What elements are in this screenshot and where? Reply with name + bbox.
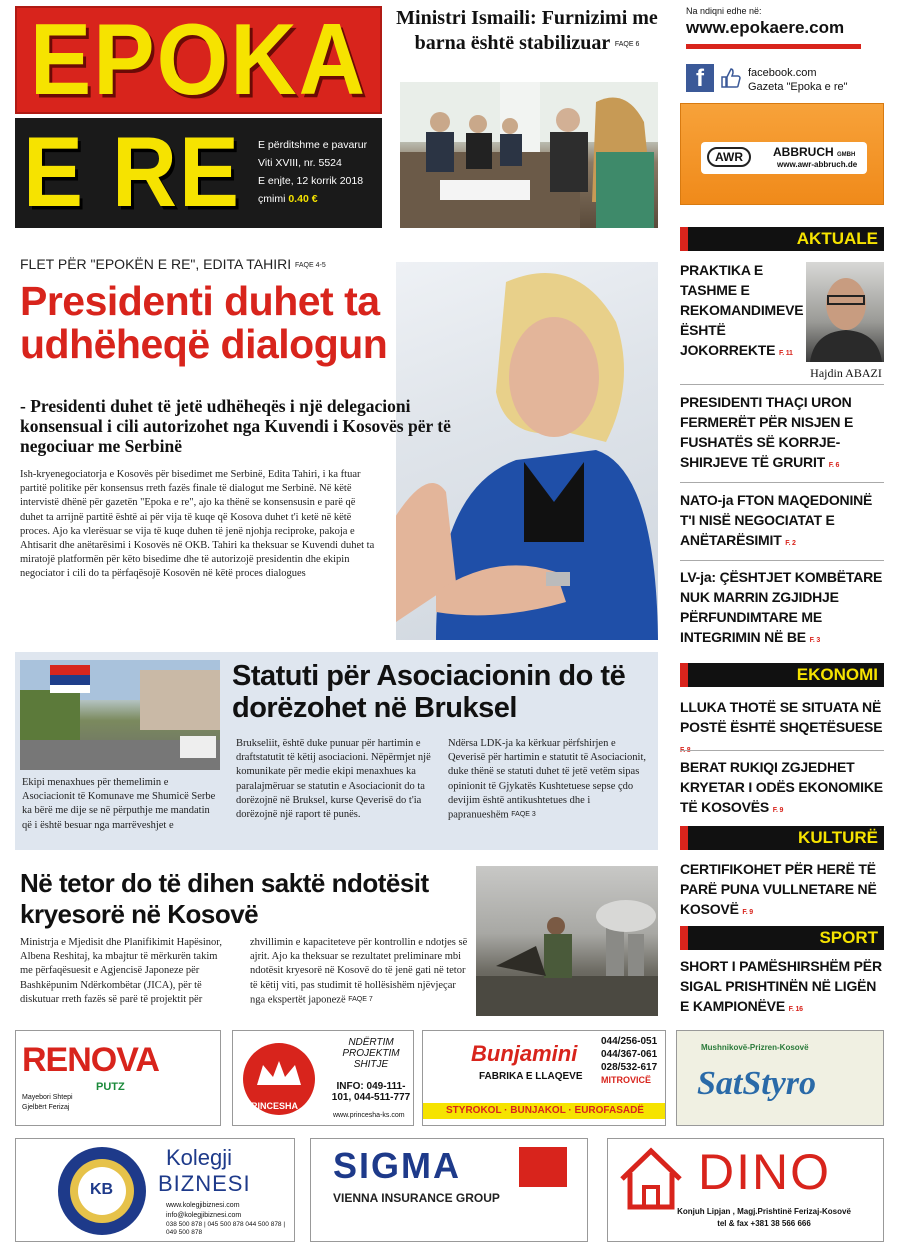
facebook-icon[interactable]: f: [686, 64, 714, 92]
sidebar-story-6[interactable]: [680, 757, 884, 821]
renova-sub: PUTZ: [96, 1081, 125, 1093]
awr-ad-panel: [701, 142, 867, 174]
tagline: E përditshme e pavarur: [258, 139, 368, 151]
princesha-ad[interactable]: [232, 1030, 414, 1126]
kolegji-mail: info@kolegjibiznesi.com: [166, 1212, 242, 1219]
pollution-photo: [476, 866, 658, 1016]
statuti-headline[interactable]: Statuti për Asociacionin do të dorëzohet në Bruksel: [232, 660, 626, 724]
tetor-headline[interactable]: Në tetor do të dihen saktë ndotësit kryesorë në Kosovë: [20, 868, 429, 929]
divider: [680, 384, 884, 385]
street-photo: [20, 660, 220, 770]
sidebar-story-1-text: PRAKTIKA E TASHME E REKOMANDIMEVE ËSHTË JOKORREKTE: [680, 262, 804, 358]
section-aktuale[interactable]: AKTUALE: [680, 227, 884, 251]
price: 0.40 €: [288, 193, 318, 205]
issue-number: Viti XVIII, nr. 5524: [258, 157, 342, 169]
sidebar-story-3[interactable]: [680, 490, 884, 554]
sidebar-story-4[interactable]: [680, 567, 884, 651]
street-illustration: [20, 660, 220, 770]
sidebar-story-4-text: LV-ja: ÇËSHTJET KOMBËTARE NUK MARRIN ZGJIDHJE PËRFUNDIMTARE ME INTEGRIMIN NË BE: [680, 569, 883, 645]
statuti-col1: Brukseliit, është duke punuar për hartimin e draftstatutit të këtij asociacioni. Nëpërmjet një komunikate për medie ekipi menaxhues ka paralajmëruar se statutin e Asociacionit do ta dorëzojnë në Bruksel, kurse Qeverisë do t'ia dorëzojnë një raport të punës.: [236, 738, 431, 821]
bunjamini-ad[interactable]: [422, 1030, 666, 1126]
lead-body: Ish-kryenegociatorja e Kosovës për bisedimet me Serbinë, Edita Tahiri, i ka ftuar partitë politike për konsensus rreth fazës finale të dialogut me Serbinë. Në këtë intervistë dhënë për gazetën "Epoka e re", ajo ka thënë se konsensusin e parë që duhet ta arrijnë partitë është ai për vija të kuqe që Kosova duhet t'i ketë në këtë proces. Ajo ka vlerësuar se vija të kuqe duhen të jenë njohja reciproke, pakoja e Ahtisarit dhe anëtarësimi i Kosovës në OKB. Tahiri ka theksuar se Kuvendi duhet ta miratojë platformën për këto bisedime dhe të autorizojë presidentin dhe ekipin negociator i cili do ta përfaqësojë Kosovën në këtë proces dialogues: [20, 469, 375, 580]
kolegji-ad[interactable]: [15, 1138, 295, 1242]
meeting-illustration: [400, 82, 658, 228]
masthead-top: [15, 3, 382, 116]
sidebar-story-7-page: F. 9: [742, 909, 753, 916]
sidebar-story-3-page: F. 2: [785, 540, 796, 547]
sigma-mark-icon: [519, 1147, 567, 1187]
facebook-text[interactable]: [748, 66, 848, 94]
sidebar-story-6-page: F. 9: [772, 807, 784, 814]
author-name: Hajdin ABAZI: [810, 366, 882, 380]
bunjamini-city: MITROVICË: [601, 1075, 652, 1085]
issue-date: E enjte, 12 korrik 2018: [258, 175, 364, 187]
dino-logo: DINO: [698, 1144, 831, 1200]
sigma-sub: VIENNA INSURANCE GROUP: [333, 1191, 500, 1205]
top-story-title[interactable]: Ministri Ismaili: Furnizimi me barna është stabilizuar: [396, 7, 658, 54]
section-sport[interactable]: SPORT: [680, 926, 884, 950]
renova-ad[interactable]: [15, 1030, 221, 1126]
author-photo: [806, 262, 884, 362]
section-ekonomi[interactable]: EKONOMI: [680, 663, 884, 687]
tetor-col2: [250, 936, 468, 1008]
sidebar-story-1[interactable]: [680, 260, 804, 364]
price-line: [258, 190, 367, 208]
like-icon: [718, 66, 742, 90]
dino-tel: tel & fax +381 38 566 666: [717, 1219, 811, 1228]
masthead-bottom: [15, 118, 382, 228]
sidebar-story-2-text: PRESIDENTI THAÇI URON FERMERËT PËR NISJEN E FUSHATËS SË KORRJE-SHIRJEVE TË GRURIT: [680, 394, 854, 470]
tetor-col1: Ministrja e Mjedisit dhe Planifikimit Hapësinor, Albena Reshitaj, ka mbajtur të mërkurën takim me përfaqësuesit e Agjencisë Japoneze për Bashkëpunim Ndërkombëtar (JICA), për të diskutuar rreth fazës së parë të projektit për: [20, 937, 222, 1005]
kolegji-web: www.kolegjibiznesi.com: [166, 1202, 240, 1209]
bunjamini-logo: Bunjamini: [471, 1041, 578, 1066]
awr-ad[interactable]: [680, 103, 884, 205]
kolegji-title2: BIZNESI: [158, 1171, 251, 1196]
awr-logo: AWR: [707, 147, 751, 167]
sidebar-story-5-text: LLUKA THOTË SE SITUATA NË POSTË ËSHTË SHQETËSUESE: [680, 699, 883, 735]
sigma-logo: SIGMA: [333, 1145, 462, 1186]
sidebar-story-5[interactable]: [680, 697, 884, 761]
facebook-line1: facebook.com: [748, 67, 817, 79]
princesha-url: www.princesha-ks.com: [333, 1112, 405, 1119]
meeting-photo: [400, 82, 658, 228]
tetor-col2-text: zhvillimin e kapaciteteve për kontrollin e ndotjes së ajrit. Ajo ka theksuar se rezultatet preliminare mbi ndotësit kryesorë në Kosovë do të jenë gati në tetor të këtij viti, pas studimit të hollësishëm njëvjeçar nga ekspertët japonezë: [250, 937, 468, 1006]
lead-headline[interactable]: Presidenti duhet ta udhëheqë dialogun: [20, 278, 388, 367]
lead-kicker-text: FLET PËR "EPOKËN E RE", EDITA TAHIRI: [20, 256, 292, 272]
lead-kicker: [20, 256, 326, 272]
statuti-col2: [448, 737, 653, 823]
top-story-page: FAQE 6: [614, 40, 640, 48]
sidebar-story-6-text: BERAT RUKIQI ZGJEDHET KRYETAR I ODËS EKONOMIKE TË KOSOVËS: [680, 759, 883, 815]
divider: [680, 750, 884, 751]
divider: [680, 560, 884, 561]
sidebar-story-4-page: F. 3: [809, 637, 821, 644]
sidebar-story-7-text: CERTIFIKOHET PËR HERË TË PARË PUNA VULLNETARE NË KOSOVË: [680, 861, 877, 917]
renova-logo: RENOVA: [22, 1041, 159, 1079]
sidebar-story-1-page: F. 11: [778, 350, 793, 357]
masthead-title-line1: EPOKA: [29, 3, 368, 116]
masthead-title-line2: E RE: [23, 117, 242, 228]
awr-name: [773, 145, 855, 159]
issue-meta: [258, 136, 367, 208]
kolegji-tel: 038 500 878 | 045 500 878 044 500 878 | 049 500 878: [166, 1221, 286, 1236]
sidebar-story-8[interactable]: [680, 956, 884, 1020]
follow-label: Na ndiqni edhe në:: [686, 6, 762, 16]
statuti-page: FAQE 3: [511, 811, 536, 819]
section-kulture[interactable]: KULTURË: [680, 826, 884, 850]
sidebar-story-2-page: F. 6: [828, 462, 840, 469]
sidebar-story-8-text: SHORT I PAMËSHIRSHËM PËR SIGAL PRISHTINËN NË LIGËN E KAMPIONËVE: [680, 958, 882, 1014]
dino-address: Konjuh Lipjan , Magj.Prishtinë Ferizaj-Kosovë: [677, 1207, 851, 1216]
bunjamini-phones: 044/256-051 044/367-061 028/532-617: [601, 1036, 658, 1073]
divider: [680, 482, 884, 483]
facebook-line2: Gazeta "Epoka e re": [748, 81, 848, 93]
top-story-headline[interactable]: [392, 6, 662, 57]
price-label: çmimi: [258, 193, 286, 205]
bunjamini-products: STYROKOL · BUNJAKOL · EUROFASADË: [423, 1103, 666, 1119]
kolegji-logo: KB: [90, 1181, 114, 1198]
princesha-services: NDËRTIM PROJEKTIM SHITJE: [342, 1037, 400, 1070]
awr-url: www.awr-abbruch.de: [777, 160, 858, 169]
sidebar-story-3-text: NATO-ja FTON MAQEDONINË T'I NISË NEGOCIATAT E ANËTARËSIMIT: [680, 492, 873, 548]
sidebar-story-2[interactable]: [680, 392, 884, 476]
dino-ad[interactable]: [607, 1138, 884, 1242]
sidebar-story-7[interactable]: [680, 859, 884, 923]
statuti-col2-text: Ndërsa LDK-ja ka kërkuar përfshirjen e Qeverisë për hartimin e statutit të Asociacionit, duke thënë se statuti duhet të jetë vetëm sipas opinionit të Gjykatës Kushtetuese sepse çdo devijim është antikushtetues dhe i papranueshëm: [448, 738, 646, 821]
satstyro-location: Mushnikovë-Prizren-Kosovë: [701, 1043, 809, 1052]
satstyro-logo: SatStyro: [697, 1065, 817, 1102]
lead-kicker-page: FAQE 4-5: [294, 261, 326, 269]
statuti-intro: Ekipi menaxhues për themelimin e Asociacionit të Komunave me Shumicë Serbe ka bërë me dije se në përputhje me mandatin që i është besuar nga marrëveshjet e: [22, 777, 216, 831]
website-link[interactable]: www.epokaere.com: [686, 18, 845, 37]
awr-suffix: GMBH: [837, 152, 856, 158]
renova-cities: Mayebori Shtepi Gjelbërt Ferizaj: [22, 1094, 73, 1111]
bunjamini-sub: FABRIKA E LLAQEVE: [479, 1071, 583, 1082]
url-underline: [686, 44, 861, 49]
pollution-illustration: [476, 866, 658, 1016]
tetor-page: FAQE 7: [348, 995, 373, 1003]
princesha-logo: PRINCESHA: [245, 1101, 299, 1111]
awr-name-text: ABBRUCH: [773, 145, 834, 159]
sidebar-story-8-page: F. 16: [788, 1006, 803, 1013]
kolegji-title1: Kolegji: [166, 1145, 233, 1170]
author-illustration: [806, 262, 884, 362]
satstyro-ad[interactable]: [676, 1030, 884, 1126]
princesha-info: INFO: 049-111-101, 044-511-777: [331, 1081, 411, 1103]
sigma-ad[interactable]: [310, 1138, 588, 1242]
house-icon: [616, 1143, 686, 1213]
lead-deck: - Presidenti duhet të jetë udhëheqës i një delegacioni konsensual i cili autorizohet nga Kuvendi i Kosovës për të negociuar me Serbinë: [20, 396, 451, 456]
